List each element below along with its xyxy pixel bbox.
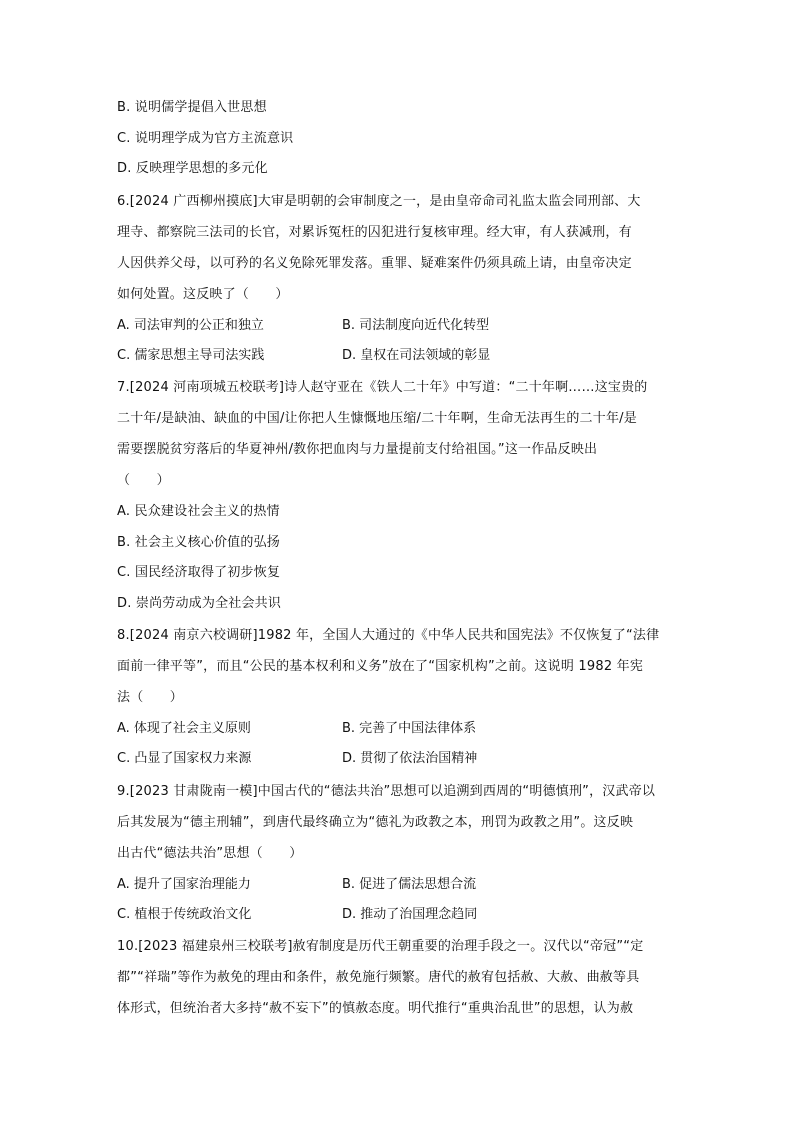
q7-stem-line: 二十年/是缺油、缺血的中国/让你把人生慷慨地压缩/二十年啊，生命无法再生的二十年/是 xyxy=(117,411,637,426)
q6-option-a: A. 司法审判的公正和独立 xyxy=(117,318,264,333)
q6-options-row xyxy=(117,347,679,365)
q7-option-c: C. 国民经济取得了初步恢复 xyxy=(117,565,281,580)
q8-options-row xyxy=(117,720,679,738)
q7-stem-line: 7.[2024 河南项城五校联考]诗人赵守亚在《铁人二十年》中写道：“二十年啊……这宝贵的 xyxy=(117,380,648,395)
q5-option-c: C. 说明理学成为官方主流意识 xyxy=(117,131,294,146)
q9-option-b: B. 促进了儒法思想合流 xyxy=(342,877,477,892)
q9-option-a: A. 提升了国家治理能力 xyxy=(117,877,251,892)
q6-stem-line: 如何处置。这反映了（ ） xyxy=(117,287,289,302)
q7-stem-line: （ ） xyxy=(117,473,170,488)
q10-stem-line: 10.[2023 福建泉州三校联考]赦宥制度是历代王朝重要的治理手段之一。汉代以“帝冠”“定 xyxy=(117,939,644,954)
q9-stem-line: 9.[2023 甘肃陇南一模]中国古代的“德法共治”思想可以追溯到西周的“明德慎刑”，汉武帝以 xyxy=(117,784,656,799)
q9-option-c: C. 植根于传统政治文化 xyxy=(117,907,252,922)
q9-stem-line: 出古代“德法共治”思想（ ） xyxy=(117,846,303,861)
q7-option-a: A. 民众建设社会主义的热情 xyxy=(117,504,280,519)
q9-options-row xyxy=(117,906,679,924)
q6-stem-line: 人因供养父母，以可矜的名义免除死罪发落。重罪、疑难案件仍须具疏上请，由皇帝决定 xyxy=(117,256,632,271)
q8-stem-line: 8.[2024 南京六校调研]1982 年，全国人大通过的《中华人民共和国宪法》不仅恢复了“法律 xyxy=(117,628,660,643)
q5-option-b: B. 说明儒学提倡入世思想 xyxy=(117,100,267,115)
q9-option-d: D. 推动了治国理念趋同 xyxy=(342,907,478,922)
q8-option-a: A. 体现了社会主义原则 xyxy=(117,721,251,736)
q6-stem-line: 6.[2024 广西柳州摸底]大审是明朝的会审制度之一，是由皇帝命司礼监太监会同刑部、大 xyxy=(117,194,641,209)
q10-stem-line: 体形式，但统治者大多持“赦不妄下”的慎赦态度。明代推行“重典治乱世”的思想，认为赦 xyxy=(117,1001,634,1016)
q6-option-b: B. 司法制度向近代化转型 xyxy=(342,318,490,333)
q8-option-c: C. 凸显了国家权力来源 xyxy=(117,751,252,766)
q9-stem-line: 后其发展为“德主刑辅”，到唐代最终确立为“德礼为政教之本，刑罚为政教之用”。这反映 xyxy=(117,815,634,830)
q8-options-row xyxy=(117,750,679,768)
q9-options-row xyxy=(117,876,679,894)
q6-options-row xyxy=(117,317,679,335)
q6-option-d: D. 皇权在司法领域的彰显 xyxy=(342,348,491,363)
q8-stem-line: 面前一律平等”，而且“公民的基本权利和义务”放在了“国家机构”之前。这说明 1982 年宪 xyxy=(117,659,644,674)
q6-stem-line: 理寺、都察院三法司的长官，对累诉冤枉的囚犯进行复核审理。经大审，有人获减刑，有 xyxy=(117,225,632,240)
q8-stem-line: 法（ ） xyxy=(117,690,184,705)
q6-option-c: C. 儒家思想主导司法实践 xyxy=(117,348,265,363)
q7-option-b: B. 社会主义核心价值的弘扬 xyxy=(117,535,280,550)
q7-stem-line: 需要摆脱贫穷落后的华夏神州/教你把血肉与力量提前支付给祖国。”这一作品反映出 xyxy=(117,442,598,457)
q10-stem-line: 都”“祥瑞”等作为赦免的理由和条件，赦免施行频繁。唐代的赦宥包括赦、大赦、曲赦等具 xyxy=(117,970,640,985)
q5-option-d: D. 反映理学思想的多元化 xyxy=(117,161,268,176)
q7-option-d: D. 崇尚劳动成为全社会共识 xyxy=(117,596,282,611)
q8-option-d: D. 贯彻了依法治国精神 xyxy=(342,751,478,766)
q8-option-b: B. 完善了中国法律体系 xyxy=(342,721,477,736)
